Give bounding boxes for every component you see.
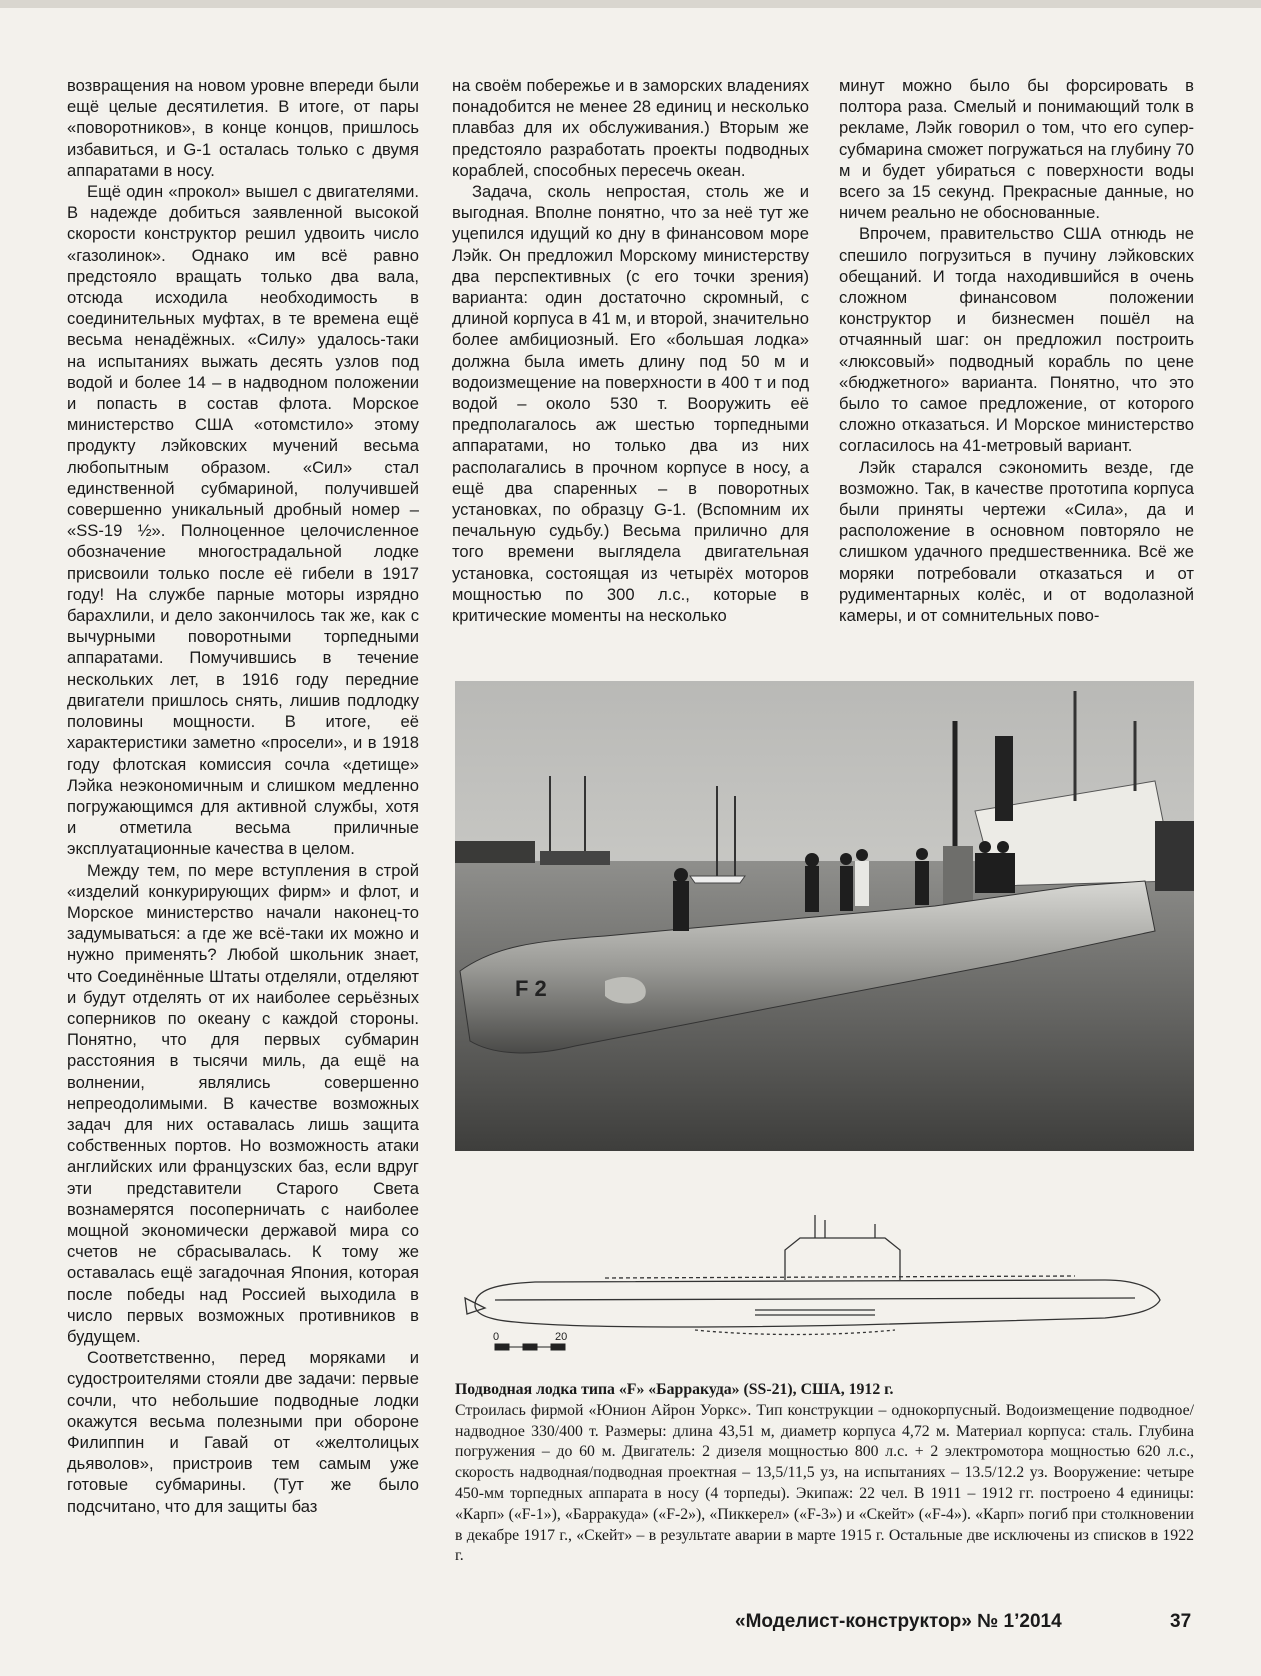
figure-caption <box>455 1380 1194 1567</box>
paragraph: Ещё один «прокол» вышел с двигателями. В надежде добиться заявленной высокой скорости конструктор решил удвоить число «газолинок». Однако им всё равно предстояло вращать только два вала, отсюда исходила необходимость в соединительных муфтах, в те времена ещё весьма ненадёжных. «Силу» удалось-таки на испытаниях выжать десять узлов под водой и более 14 – в надводном положении и попасть в состав флота. Морское министерство США «отомстило» этому продукту лэйковских мучений весьма любопытным образом. «Сил» стал единственной субмариной, получившей совершенно уникальный дробный номер – «SS-19 ½». Полноценное целочисленное обозначение многострадальной лодке присвоили только после её гибели в 1917 году! На службе парные моторы изрядно барахлили, и дело закончилось так же, как с вычурными поворотными торпедными аппаратами. Помучившись в течение нескольких лет, в 1916 году передние двигатели пришлось снять, лишив подлодку половины мощности. В итоге, её характеристики заметно «просели», и в 1918 году флотская комиссия сочла «детище» Лэйка неэкономичным и слишком медленно погружающимся для активной службы, хотя и отметила весьма приличные эксплуатационные качества в целом. <box>67 182 419 859</box>
hull-number-label: F 2 <box>515 976 547 1001</box>
page-number: 37 <box>1170 1611 1192 1632</box>
submarine-photo <box>455 681 1194 1151</box>
paragraph: на своём побережье и в заморских владениях понадобится не менее 28 единиц и несколько плавбаз для их обслуживания.) Вторым же предстояло разработать проекты подводных кораблей, способных пересечь океан. <box>452 76 809 180</box>
paragraph: Задача, сколь непростая, столь же и выгодная. Вполне понятно, что за неё тут же уцепился идущий ко дну в финансовом море Лэйк. Он предложил Морскому министерству два перспективных (с его точки зрения) варианта: один достаточно скромный, с длиной корпуса в 41 м, и второй, значительно более амбициозный. Его «большая лодка» должна была иметь длину под 50 м и водоизмещение на поверхности в 400 т и под водой – около 530 т. Вооружить её предполагалось аж шестью торпедными аппаратами, но только два из них располагались в прочном корпусе в носу, а ещё два спаренных – в поворотных установках, по образцу G-1. (Вспомним их печальную судьбу.) Весьма прилично для того времени выглядела двигательная установка, состоящая из четырёх моторов мощностью по 300 л.с., которые в критические моменты на несколько <box>452 182 809 626</box>
text-column-1 <box>67 75 419 1517</box>
page-edge <box>0 0 1261 8</box>
paragraph: Между тем, по мере вступления в строй «изделий конкурирующих фирм» и флот, и Морское министерство начали наконец-то задумываться: а где же всё-таки их можно и нужно применять? Любой школьник знает, что Соединённые Штаты отделяли, отделяют и будут отделять от их наиболее серьёзных соперников по океану с каждой стороны. Понятно, что для первых субмарин расстояния в тысячи миль, да ещё на волнении, являлись совершенно непреодолимыми. В качестве возможных задач для них оставалась лишь защита собственных портов. Но возможность атаки английских или французских баз, если вдруг эти представители Старого Света вознамерятся посоперничать с наиболее мощной экономически державой мира со счетов не сбрасывалась. К тому же оставалась ещё загадочная Япония, которая после победы над Россией выходила в число первых возможных противников в будущем. <box>67 860 419 1346</box>
magazine-footer: «Моделист-конструктор» № 1’2014 <box>735 1611 1062 1632</box>
scale-end-label: 20 <box>555 1331 568 1343</box>
paragraph: Соответственно, перед моряками и судостроителями стояли две задачи: первые сочли, что небольшие подводные лодки окажутся весьма полезными при обороне Филиппин и Гавай от «желтолицых дьяволов», пристроив тем самым уже готовые субмарины. (Тут же было подсчитано, что для защиты баз <box>67 1348 419 1516</box>
paragraph: Лэйк старался сэкономить везде, где возможно. Так, в качестве прототипа корпуса были приняты чертежи «Сила», да и расположение в основном повторяло не слишком удачного предшественника. Всё же моряки потребовали отказаться и от рудиментарных колёс, и от водолазной камеры, и от сомнительных пово- <box>839 457 1194 626</box>
paragraph: Впрочем, правительство США отнюдь не спешило погрузиться в пучину лэйковских обещаний. И тогда находившийся в очень сложном финансовом положении конструктор и бизнесмен пошёл на отчаянный шаг: он предложил построить «люксовый» подводный корабль по цене «бюджетного» варианта. Понятно, что это было то самое предложение, от которого сложно отказаться. И Морское министерство согласилось на 41-метровый вариант. <box>839 224 1194 456</box>
paragraph: минут можно было бы форсировать в полтора раза. Смелый и понимающий толк в рекламе, Лэйк говорил о том, что его супер-субмарина сможет погружаться на глубину 70 м и будет убираться с поверхности воды всего за 15 секунд. Прекрасные данные, но ничем реально не обоснованные. <box>839 76 1194 223</box>
caption-title: Подводная лодка типа «F» «Барракуда» (SS-21), США, 1912 г. <box>455 1381 894 1398</box>
submarine-profile-drawing <box>455 1210 1194 1370</box>
scale-start-label: 0 <box>493 1331 500 1343</box>
caption-body: Строилась фирмой «Юнион Айрон Уоркс». Тип конструкции – однокорпусный. Водоизмещение подводное/надводное 330/400 т. Размеры: длина 43,51 м, диаметр корпуса 4,72 м. Материал корпуса: сталь. Глубина погружения – до 60 м. Двигатель: 2 дизеля мощностью 800 л.с. + 2 электромотора мощностью 620 л.с., скорость надводная/подводная проектная – 13,5/11,5 уз, на испытаниях – 13.5/12.2 уз. Вооружение: четыре 450-мм торпедных аппарата в носу (4 торпеды). Экипаж: 22 чел. В 1911 – 1912 гг. построено 4 единицы: «Карп» («F-1»), «Барракуда» («F-2»), «Пиккерел» («F-3») и «Скейт» («F-4»). «Карп» погиб при столкновении в декабре 1917 г., «Скейт» – в результате аварии в марте 1915 г. Остальные две исключены из списков в 1922 г. <box>455 1401 1194 1565</box>
text-column-2 <box>452 75 809 626</box>
paragraph: возвращения на новом уровне впереди были ещё целые десятилетия. В итоге, от пары «поворотников», в конце концов, пришлось избавиться, и G-1 осталась только с двумя аппаратами в носу. <box>67 76 419 180</box>
text-column-3 <box>839 75 1194 626</box>
